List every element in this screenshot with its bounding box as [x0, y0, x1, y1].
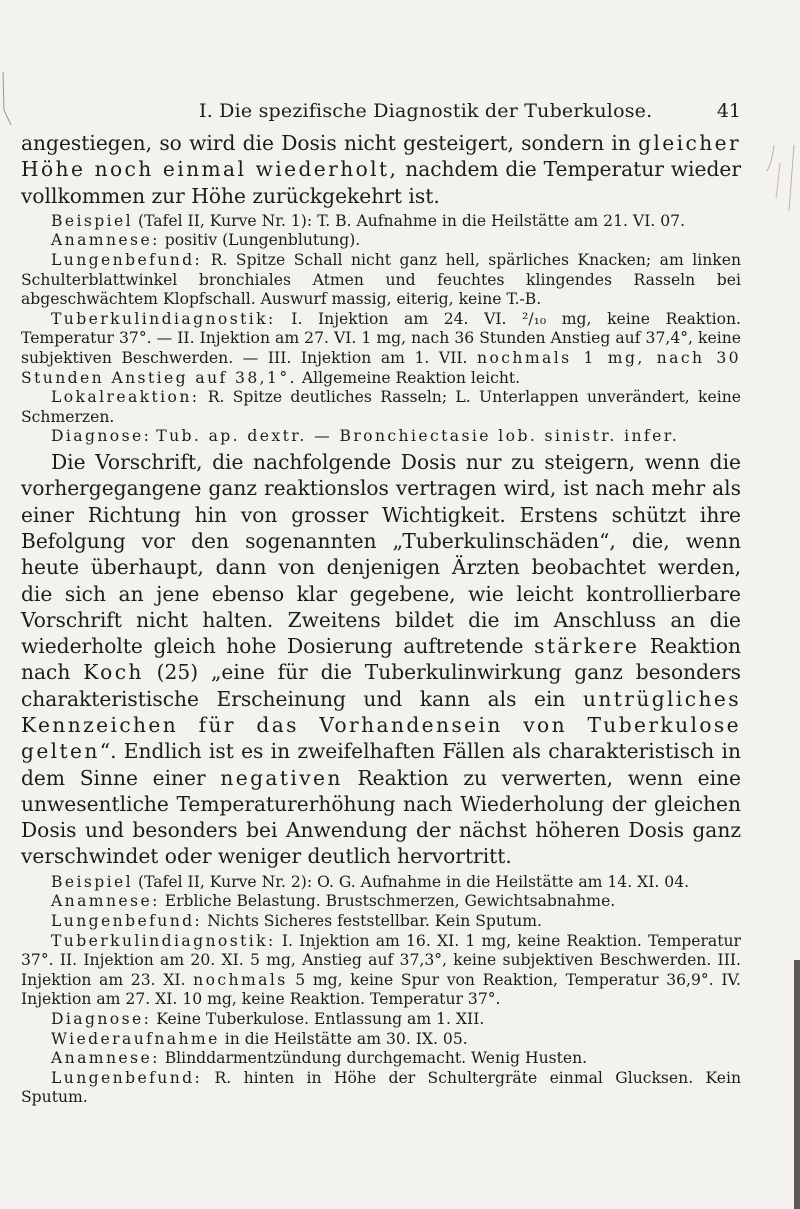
beispiel-1-heading: Beispiel (Tafel II, Kurve Nr. 1): T. B. Aufnahme in die Heilstätte am 21. VI. 07. — [51, 211, 686, 230]
beispiel-2-tuberkulindiagnostik: Tuberkulindiagnostik: I. Injektion am 16. XI. 1 mg, keine Reaktion. Temperatur 37°. II. Injektion am 20. XI. 5 mg, Anstieg auf 37,3°, keine subjektiven Beschwerden. III. Injektion am 23. XI. nochmals 5 mg, keine Spur von Reaktion, Temperatur 36,9°. IV. Injektion am 27. XI. 10 mg, keine Reaktion. Temperatur 37°. — [21, 931, 741, 1009]
beispiel-1-tuberkulindiagnostik: Tuberkulindiagnostik: I. Injektion am 24. VI. ²/₁₀ mg, keine Reaktion. Temperatur 37°. — II. Injektion am 27. VI. 1 mg, nach 36 Stunden Anstieg auf 37,4°, keine subjektiven Beschwerden. — III. Injektion am 1. VII. nochmals 1 mg, nach 30 Stunden Anstieg auf 38,1°. Allgemeine Reaktion leicht. — [21, 309, 741, 387]
beispiel-2-lungenbefund: Lungenbefund: Nichts Sicheres feststellbar. Kein Sputum. — [51, 911, 542, 930]
beispiel-2-heading: Beispiel (Tafel II, Kurve Nr. 2): O. G. Aufnahme in die Heilstätte am 14. XI. 04. — [51, 872, 690, 891]
page-number: 41 — [716, 100, 741, 122]
beispiel-1 — [21, 212, 741, 447]
beispiel-2-diagnose: Diagnose: Keine Tuberkulose. Entlassung am 1. XII. — [51, 1009, 485, 1028]
beispiel-1-anamnese: Anamnese: positiv (Lungenblutung). — [51, 231, 361, 250]
intro-paragraph: angestiegen, so wird die Dosis nicht gesteigert, sondern in gleicher Höhe noch einmal wiederholt, nachdem die Temperatur wieder vollkommen zur Höhe zurückgekehrt ist. — [21, 131, 741, 208]
beispiel-2-wiederaufnahme: Wiederaufnahme in die Heilstätte am 30. IX. 05. — [51, 1029, 468, 1048]
scan-artifact-right — [764, 143, 800, 213]
beispiel-2-anamnese: Anamnese: Erbliche Belastung. Brustschmerzen, Gewichtsabnahme. — [51, 892, 616, 911]
scan-artifact-left — [0, 70, 20, 130]
scan-artifact-edge — [790, 960, 800, 1209]
running-header — [21, 100, 741, 130]
header-title: I. Die spezifische Diagnostik der Tuberkulose. — [199, 100, 653, 122]
beispiel-1-lokalreaktion: Lokalreaktion: R. Spitze deutliches Rasseln; L. Unterlappen unverändert, keine Schmerzen. — [21, 388, 741, 426]
beispiel-2 — [21, 873, 741, 1108]
beispiel-2-lungenbefund-2: Lungenbefund: R. hinten in Höhe der Schultergräte einmal Glucksen. Kein Sputum. — [21, 1068, 741, 1107]
beispiel-2-anamnese-2: Anamnese: Blinddarmentzündung durchgemacht. Wenig Husten. — [51, 1049, 588, 1068]
main-paragraph: Die Vorschrift, die nachfolgende Dosis nur zu steigern, wenn die vorhergegangene ganz reaktionslos vertragen wird, ist nach mehr als einer Richtung hin von grosser Wichtigkeit. Erstens schützt ihre Befolgung vor den sogenannten „Tuberkulinschäden“, die, wenn heute überhaupt, dann von denjenigen Ärzten beobachtet werden, die sich an jene ebenso klar gegebene, wie leicht kontrollierbare Vorschrift nicht halten. Zweitens bildet die im Anschluss an die wiederholte gleich hohe Dosierung auftretende stärkere Reaktion nach Koch (25) „eine für die Tuberkulinwirkung ganz besonders charakteristische Erscheinung und kann als ein untrügliches Kennzeichen für das Vorhandensein von Tuberkulose gelten“. Endlich ist es in zweifelhaften Fällen als charakteristisch in dem Sinne einer negativen Reaktion zu verwerten, wenn eine unwesentliche Temperaturerhöhung nach Wiederholung der gleichen Dosis und besonders bei Anwendung der nächst höheren Dosis ganz verschwindet oder weniger deutlich hervortritt. — [21, 450, 741, 869]
beispiel-1-lungenbefund: Lungenbefund: R. Spitze Schall nicht ganz hell, spärliches Knacken; am linken Schulterblattwinkel bronchiales Atmen und feuchtes klingendes Rasseln bei abgeschwächtem Klopfschall. Auswurf massig, eiterig, keine T.-B. — [21, 251, 741, 309]
document-page — [21, 100, 741, 1108]
beispiel-1-diagnose: Diagnose: Tub. ap. dextr. — Bronchiectasie lob. sinistr. infer. — [51, 427, 680, 446]
